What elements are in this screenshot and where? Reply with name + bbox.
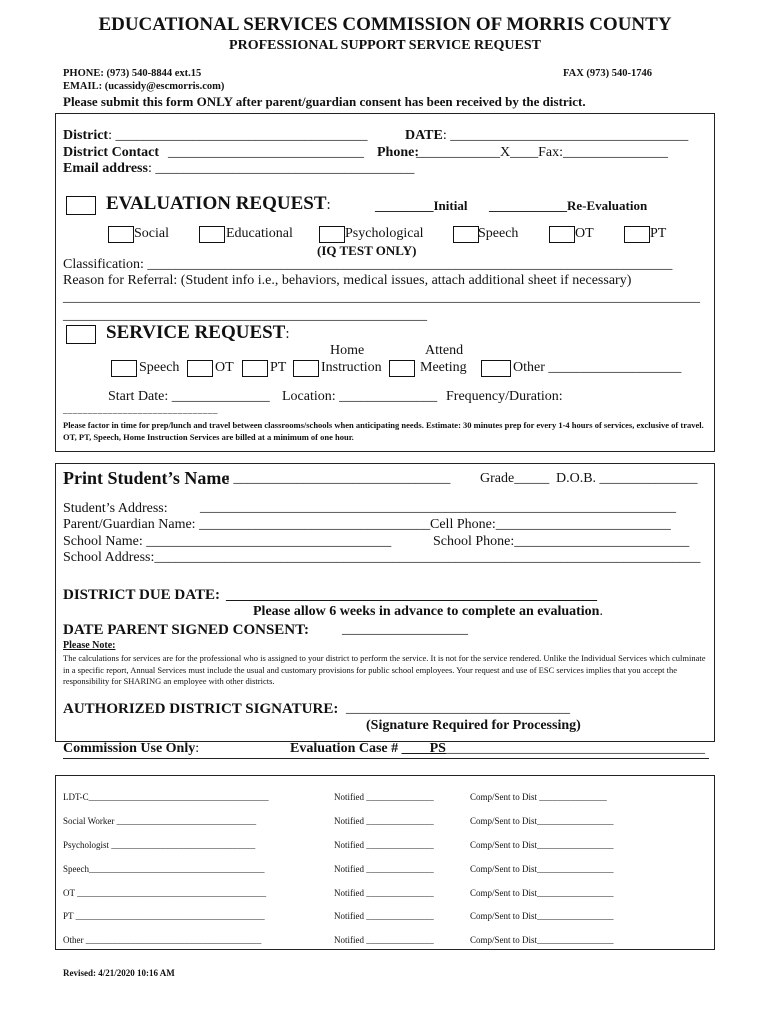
grade-field[interactable]: Grade_____	[480, 471, 550, 486]
evaluation-case-field[interactable]: Evaluation Case # ____PS_____________________________________	[290, 741, 705, 756]
form-subtitle: PROFESSIONAL SUPPORT SERVICE REQUEST	[229, 38, 541, 53]
other-notified-field[interactable]: Notified _______________	[334, 935, 434, 945]
please-note-heading: Please Note:	[63, 640, 116, 651]
form-title: EDUCATIONAL SERVICES COMMISSION OF MORRIS COUNTY	[98, 14, 672, 35]
district-label: District: ____________________________________	[63, 128, 368, 143]
phone-fax-field[interactable]: ____________X____Fax:_______________	[416, 145, 668, 160]
commission-divider	[63, 758, 709, 759]
speech-eval-option-label: Speech	[478, 226, 519, 241]
phone-label: Phone:	[377, 145, 419, 160]
district-due-date-field[interactable]: _____________________________________________________	[226, 588, 597, 603]
cell-phone-field[interactable]: Cell Phone:_________________________	[430, 517, 671, 532]
pt-role-field[interactable]: PT __________________________________________	[63, 911, 265, 921]
attend-label-top: Attend	[425, 343, 464, 358]
speech-eval-checkbox[interactable]	[453, 226, 479, 243]
psychological-checkbox[interactable]	[319, 226, 345, 243]
home-instruction-label: Instruction	[321, 360, 382, 375]
social-worker-comp-field[interactable]: Comp/Sent to Dist_________________	[470, 816, 614, 826]
service-request-heading: SERVICE REQUEST:	[106, 322, 290, 343]
submit-instruction: Please submit this form ONLY after parent/guardian consent has been received by the district.	[63, 94, 586, 109]
phone-text: PHONE: (973) 540-8844 ext.15	[63, 68, 202, 79]
student-address-label: Student’s Address:	[63, 501, 168, 516]
other-role-field[interactable]: Other _______________________________________	[63, 935, 262, 945]
parent-consent-label: DATE PARENT SIGNED CONSENT:	[63, 622, 310, 638]
signature-required-note: (Signature Required for Processing)	[366, 718, 581, 733]
social-worker-role-field[interactable]: Social Worker _______________________________	[63, 816, 257, 826]
frequency-duration-field[interactable]: Frequency/Duration:	[446, 389, 563, 404]
date-label: DATE: __________________________________	[405, 128, 689, 143]
student-name-field[interactable]: : _______________________________	[226, 471, 451, 486]
ot-comp-field[interactable]: Comp/Sent to Dist_________________	[470, 888, 614, 898]
initial-field[interactable]: _________Initial	[375, 198, 468, 213]
classification-field[interactable]: Classification: ___________________________________________________________________________	[63, 257, 673, 272]
school-name-field[interactable]: School Name: ___________________________________	[63, 534, 392, 549]
speech-service-checkbox[interactable]	[111, 360, 137, 377]
speech-notified-field[interactable]: Notified _______________	[334, 864, 434, 874]
pt-service-label: PT	[270, 360, 287, 375]
speech-service-label: Speech	[139, 360, 180, 375]
psychologist-notified-field[interactable]: Notified _______________	[334, 840, 434, 850]
other-service-checkbox[interactable]	[481, 360, 511, 377]
ldtc-role-field[interactable]: LDT-C________________________________________	[63, 792, 269, 802]
district-contact-field[interactable]: ____________________________	[168, 145, 364, 160]
parent-consent-field[interactable]: __________________	[342, 622, 468, 637]
service-request-checkbox[interactable]	[66, 325, 96, 344]
guardian-name-field[interactable]: Parent/Guardian Name: _________________________________	[63, 517, 431, 532]
other-comp-field[interactable]: Comp/Sent to Dist_________________	[470, 935, 614, 945]
ot-notified-field[interactable]: Notified _______________	[334, 888, 434, 898]
evaluation-request-heading: EVALUATION REQUEST:	[106, 193, 331, 214]
ot-eval-checkbox[interactable]	[549, 226, 575, 243]
attend-meeting-checkbox[interactable]	[389, 360, 415, 377]
school-address-field[interactable]: School Address:______________________________________________________________________________	[63, 550, 701, 565]
evaluation-request-checkbox[interactable]	[66, 196, 96, 215]
district-contact-label: District Contact	[63, 145, 160, 160]
ldtc-comp-field[interactable]: Comp/Sent to Dist _______________	[470, 792, 607, 802]
speech-comp-field[interactable]: Comp/Sent to Dist_________________	[470, 864, 614, 874]
pt-notified-field[interactable]: Notified _______________	[334, 911, 434, 921]
ot-service-checkbox[interactable]	[187, 360, 213, 377]
prep-time-note: Please factor in time for prep/lunch and travel between classrooms/schools when anticipating needs. Estimate: 30 minutes prep for every 1-4 hours of services, exclusive of travel. OT, PT, Speech, Home Instruction Services are billed at a minimum of one hour.	[63, 420, 704, 442]
home-instruction-checkbox[interactable]	[293, 360, 319, 377]
pt-eval-checkbox[interactable]	[624, 226, 650, 243]
reason-line-1[interactable]: ___________________________________________________________________________________________	[63, 290, 700, 305]
school-phone-field[interactable]: School Phone:_________________________	[433, 534, 690, 549]
social-option-label: Social	[134, 226, 169, 241]
attend-meeting-label: Meeting	[420, 360, 467, 375]
calculation-note: The calculations for services are for the professional who is assigned to your district to perform the service. It is not for the service rendered. Unlike the Individual Services which culminate in a specific report, Annual Services must include the usual and customary provisions for public school employees. Your request and use of ESC services implies that you accept the responsibility for SHARING an employee with other districts.	[63, 653, 706, 686]
educational-checkbox[interactable]	[199, 226, 225, 243]
authorized-signature-field[interactable]: ________________________________	[346, 701, 570, 716]
email-text: EMAIL: (ucassidy@escmorris.com)	[63, 81, 225, 92]
pt-service-checkbox[interactable]	[242, 360, 268, 377]
psychological-option-label: Psychological	[345, 226, 424, 241]
authorized-signature-label: AUTHORIZED DISTRICT SIGNATURE:	[63, 701, 339, 717]
pt-eval-option-label: PT	[650, 226, 667, 241]
social-checkbox[interactable]	[108, 226, 134, 243]
email-address-label: Email address: _____________________________________	[63, 161, 415, 176]
reevaluation-field[interactable]: ____________Re-Evaluation	[489, 198, 648, 213]
psychologist-role-field[interactable]: Psychologist ________________________________	[63, 840, 256, 850]
educational-option-label: Educational	[226, 226, 293, 241]
frequency-line[interactable]: _______________________________	[63, 405, 218, 415]
start-date-field[interactable]: Start Date: ______________	[108, 389, 270, 404]
speech-role-field[interactable]: Speech_______________________________________	[63, 864, 265, 874]
revised-date: Revised: 4/21/2020 10:16 AM	[63, 968, 175, 978]
fax-text: FAX (973) 540-1746	[563, 68, 653, 79]
social-worker-notified-field[interactable]: Notified _______________	[334, 816, 434, 826]
ot-service-label: OT	[215, 360, 234, 375]
ldtc-notified-field[interactable]: Notified _______________	[334, 792, 434, 802]
pt-comp-field[interactable]: Comp/Sent to Dist_________________	[470, 911, 614, 921]
psychologist-comp-field[interactable]: Comp/Sent to Dist_________________	[470, 840, 614, 850]
location-field[interactable]: Location: ______________	[282, 389, 438, 404]
reason-line-2[interactable]: ____________________________________________________	[63, 308, 427, 323]
commission-use-label: Commission Use Only:	[63, 741, 200, 756]
student-name-label: Print Student’s Name	[63, 468, 230, 488]
other-service-field[interactable]: Other ___________________	[513, 360, 682, 375]
iq-test-note: (IQ TEST ONLY)	[317, 243, 417, 258]
advance-note: Please allow 6 weeks in advance to complete an evaluation.	[253, 604, 603, 619]
student-address-field[interactable]: ____________________________________________________________________	[200, 500, 676, 515]
ot-eval-option-label: OT	[575, 226, 594, 241]
dob-field[interactable]: D.O.B. ______________	[556, 471, 698, 486]
home-label-top: Home	[330, 343, 365, 358]
ot-role-field[interactable]: OT __________________________________________	[63, 888, 267, 898]
reason-for-referral-label: Reason for Referral: (Student info i.e., behaviors, medical issues, attach additional sheet if necessary)	[63, 273, 632, 288]
district-due-date-label: DISTRICT DUE DATE:	[63, 587, 220, 603]
